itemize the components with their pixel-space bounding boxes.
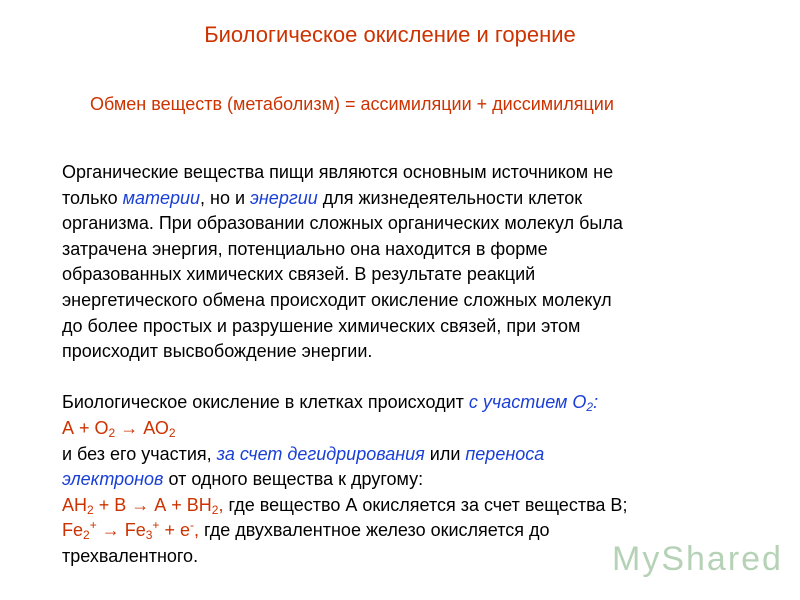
text-line: организма. При образовании сложных органических молекул была [62,213,623,234]
highlight-electrons: электронов [62,469,164,490]
body-text [62,160,782,570]
highlight-oxygen: с участием $О_2$: [468,392,599,415]
highlight-transfer: переноса [465,443,545,464]
text-line: Органические вещества пищи являются основным источником не [62,162,614,182]
text-line: Биологическое окисление в клетках происходит с участием $О_2$: [62,392,599,415]
text-line: энергетического обмена происходит окисление сложных молекул [62,289,612,310]
text-line: до более простых и разрушение химических связей, при этом [62,315,581,336]
highlight-matter: материи [122,187,201,208]
arrow-icon: → [115,417,144,438]
equation-dehydrogenation: $АН_2 + В \to А + ВН_2$, где вещество А окисляется за счет вещества В; [62,494,628,517]
text-line: электронов от одного вещества к другому: [62,469,424,490]
slide-title: Биологическое окисление и горение [204,22,576,47]
text-line: только материи, но и энергии для жизнедеятельности клеток [62,187,583,208]
highlight-dehydrogenation: за счет дегидрирования [216,443,425,464]
equation-iron: $Fe_2^+ \to Fe_3^+ + е^-$, где двухвалентное железо окисляется до [62,518,550,543]
text-line: образованных химических связей. В результате реакций [62,264,536,285]
text-line: затрачена энергия, потенциально она находится в форме [62,238,548,259]
highlight-energy: энергии [250,187,318,208]
paragraph-gap [62,365,782,391]
text-line: и без его участия, за счет дегидрирования или переноса [62,443,545,464]
text-line: трехвалентного. [62,545,199,566]
equation-oxidation: $А + О_2 \to АО_2$ [62,417,176,440]
text-line: происходит высвобождение энергии. [62,341,373,362]
watermark-logo: МyShared [612,540,783,578]
slide-subtitle: Обмен веществ (метаболизм) = ассимиляции + диссимиляции [90,94,614,114]
